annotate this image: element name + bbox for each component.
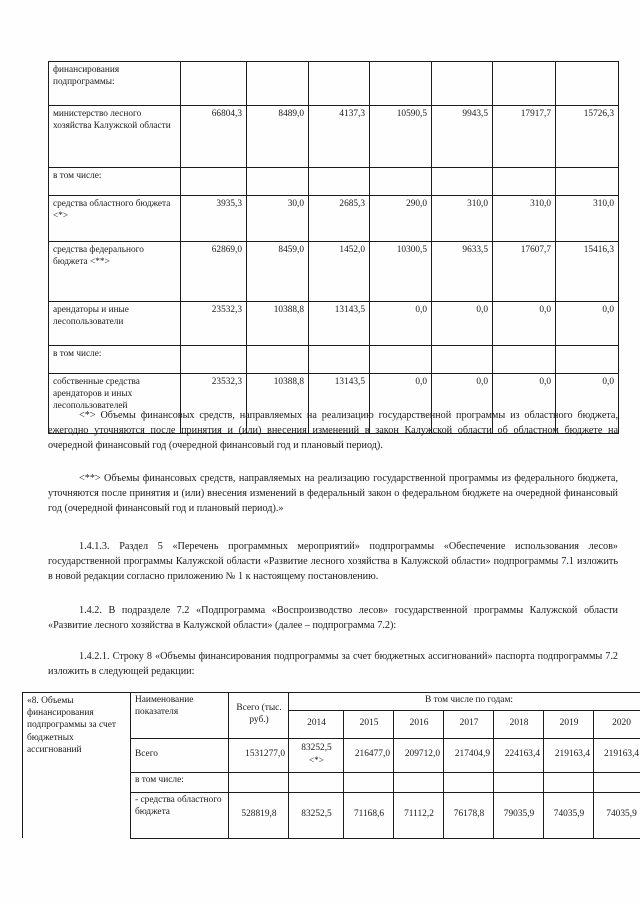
cell-2018: 310,0 bbox=[493, 196, 556, 242]
table-row bbox=[49, 346, 619, 374]
cell-2019 bbox=[544, 772, 594, 792]
cell-2017 bbox=[444, 772, 494, 792]
cell-2018: 0,0 bbox=[493, 374, 556, 434]
header-year-2018: 2018 bbox=[494, 710, 544, 738]
cell-2014: 8489,0 bbox=[247, 106, 309, 168]
row-8-title: «8. Объемы финансирования подпрограммы за счет бюджетных ассигнований bbox=[23, 693, 131, 839]
cell-2017 bbox=[432, 168, 493, 196]
table-row bbox=[49, 196, 619, 242]
cell-2019: 0,0 bbox=[556, 302, 619, 346]
cell-total bbox=[181, 346, 247, 374]
cell-2015 bbox=[309, 346, 370, 374]
cell-2020 bbox=[594, 772, 640, 792]
cell-total: 528819,8 bbox=[229, 792, 289, 838]
cell-2015: 216477,0 bbox=[344, 738, 394, 772]
cell-2014: 10388,8 bbox=[247, 374, 309, 434]
cell-2017: 0,0 bbox=[432, 302, 493, 346]
cell-total: 62869,0 bbox=[181, 242, 247, 302]
cell-total: 1531277,0 bbox=[229, 738, 289, 772]
cell-2016 bbox=[370, 346, 432, 374]
row-label: арендаторы и иные лесопользователи bbox=[49, 302, 181, 346]
cell-2020: 219163,4 bbox=[594, 738, 640, 772]
cell-2014: 30,0 bbox=[247, 196, 309, 242]
cell-2018: 79035,9 bbox=[494, 792, 544, 838]
subprogram-72-financing-table bbox=[22, 692, 640, 839]
cell-2018 bbox=[494, 772, 544, 792]
cell-2018: 224163,4 bbox=[494, 738, 544, 772]
row-label: в том числе: bbox=[49, 346, 181, 374]
cell-total: 66804,3 bbox=[181, 106, 247, 168]
cell-2015: 4137,3 bbox=[309, 106, 370, 168]
cell-2014: 10388,8 bbox=[247, 302, 309, 346]
section-1-4-2-1: 1.4.2.1. Строку 8 «Объемы финансирования подпрограммы за счет бюджетных ассигнований» паспорта подпрограммы 7.2 изложить в следующей редакции: bbox=[48, 651, 618, 677]
row-label: в том числе: bbox=[49, 168, 181, 196]
header-total: Всего (тыс. руб.) bbox=[229, 693, 289, 739]
row-label: Всего bbox=[131, 738, 229, 772]
footnote-single-asterisk: <*> Объемы финансовых средств, направляемых на реализацию государственной программы из областного бюджета, ежегодно уточняются после принятия и (или) внесения изменений в закон Калужской области об областном бюджете на очередной финансовый год (очередной финансовый год и плановый период). bbox=[48, 410, 618, 451]
cell-total: 3935,3 bbox=[181, 196, 247, 242]
cell-2019: 310,0 bbox=[556, 196, 619, 242]
row-label: собственные средства арендаторов и иных лесопользователей bbox=[49, 374, 181, 434]
cell-2015: 71168,6 bbox=[344, 792, 394, 838]
cell-2014 bbox=[247, 346, 309, 374]
cell-2017: 310,0 bbox=[432, 196, 493, 242]
cell-2019 bbox=[556, 62, 619, 106]
cell-2018: 0,0 bbox=[493, 302, 556, 346]
cell-2015: 13143,5 bbox=[309, 302, 370, 346]
header-by-years-group: В том числе по годам: bbox=[289, 693, 640, 711]
cell-2016 bbox=[394, 772, 444, 792]
row-label: средства областного бюджета <*> bbox=[49, 196, 181, 242]
header-year-2019: 2019 bbox=[544, 710, 594, 738]
cell-2014 bbox=[289, 772, 344, 792]
cell-total bbox=[229, 772, 289, 792]
cell-2017: 0,0 bbox=[432, 374, 493, 434]
cell-2014 bbox=[247, 168, 309, 196]
row-label: - средства областного бюджета bbox=[131, 792, 229, 838]
cell-2019: 219163,4 bbox=[544, 738, 594, 772]
cell-2017: 76178,8 bbox=[444, 792, 494, 838]
cell-2015 bbox=[309, 62, 370, 106]
row-label: министерство лесного хозяйства Калужской области bbox=[49, 106, 181, 168]
table-row bbox=[49, 168, 619, 196]
header-indicator: Наименование показателя bbox=[131, 693, 229, 739]
table-row bbox=[49, 62, 619, 106]
cell-2019: 15416,3 bbox=[556, 242, 619, 302]
cell-2017 bbox=[432, 62, 493, 106]
cell-2015 bbox=[309, 168, 370, 196]
cell-2015: 1452,0 bbox=[309, 242, 370, 302]
cell-total: 23532,3 bbox=[181, 374, 247, 434]
header-year-2016: 2016 bbox=[394, 710, 444, 738]
cell-2015 bbox=[344, 772, 394, 792]
header-year-2015: 2015 bbox=[344, 710, 394, 738]
cell-total: 23532,3 bbox=[181, 302, 247, 346]
cell-2015: 2685,3 bbox=[309, 196, 370, 242]
cell-2016: 290,0 bbox=[370, 196, 432, 242]
cell-2016: 0,0 bbox=[370, 302, 432, 346]
cell-2018: 17917,7 bbox=[493, 106, 556, 168]
cell-total bbox=[181, 168, 247, 196]
cell-2019 bbox=[556, 168, 619, 196]
table-row bbox=[49, 242, 619, 302]
cell-2014-footnote-ref: <*> bbox=[309, 755, 324, 766]
cell-2020: 74035,9 bbox=[594, 792, 640, 838]
cell-2017: 9943,5 bbox=[432, 106, 493, 168]
cell-2016: 10590,5 bbox=[370, 106, 432, 168]
cell-2019: 0,0 bbox=[556, 374, 619, 434]
footnote-double-asterisk: <**> Объемы финансовых средств, направляемых на реализацию государственной программы из федерального бюджета, уточняются после принятия и (или) внесения изменений в федеральный закон о федеральном бюджете на очередной финансовый год (очередной финансовый год и плановый период).» bbox=[48, 473, 618, 514]
row-label: в том числе: bbox=[131, 772, 229, 792]
header-year-2020: 2020 bbox=[594, 710, 640, 738]
table-header-row bbox=[23, 693, 640, 711]
cell-2016: 71112,2 bbox=[394, 792, 444, 838]
cell-2016: 10300,5 bbox=[370, 242, 432, 302]
cell-2017: 217404,9 bbox=[444, 738, 494, 772]
cell-2014: 8459,0 bbox=[247, 242, 309, 302]
cell-2018 bbox=[493, 62, 556, 106]
cell-2014: 83252,5 bbox=[289, 792, 344, 838]
table-row bbox=[49, 106, 619, 168]
cell-2016 bbox=[370, 62, 432, 106]
cell-2018 bbox=[493, 346, 556, 374]
cell-2014 bbox=[247, 62, 309, 106]
cell-2015: 13143,5 bbox=[309, 374, 370, 434]
header-year-2014: 2014 bbox=[289, 710, 344, 738]
section-1-4-1-3: 1.4.1.3. Раздел 5 «Перечень программных мероприятий» подпрограммы «Обеспечение использования лесов» государственной программы Калужской области «Развитие лесного хозяйства в Калужской области» подпрограммы 7.1 изложить в новой редакции согласно приложению № 1 к настоящему постановлению. bbox=[48, 541, 618, 582]
cell-2019 bbox=[556, 346, 619, 374]
table-row bbox=[49, 302, 619, 346]
cell-2016: 209712,0 bbox=[394, 738, 444, 772]
cell-2014-value: 83252,5 bbox=[301, 743, 332, 754]
cell-2017 bbox=[432, 346, 493, 374]
cell-2019: 15726,3 bbox=[556, 106, 619, 168]
cell-2014 bbox=[289, 738, 344, 772]
cell-2016 bbox=[370, 168, 432, 196]
header-year-2017: 2017 bbox=[444, 710, 494, 738]
row-label: финансирования подпрограммы: bbox=[49, 62, 181, 106]
section-1-4-2: 1.4.2. В подразделе 7.2 «Подпрограмма «Воспроизводство лесов» государственной программы Калужской области «Развитие лесного хозяйства в Калужской области» (далее – подпрограмма 7.2): bbox=[48, 605, 618, 631]
financing-table-continued bbox=[48, 61, 619, 434]
cell-2018 bbox=[493, 168, 556, 196]
row-label: средства федерального бюджета <**> bbox=[49, 242, 181, 302]
cell-2019: 74035,9 bbox=[544, 792, 594, 838]
cell-2017: 9633,5 bbox=[432, 242, 493, 302]
cell-2018: 17607,7 bbox=[493, 242, 556, 302]
cell-2016: 0,0 bbox=[370, 374, 432, 434]
cell-total bbox=[181, 62, 247, 106]
